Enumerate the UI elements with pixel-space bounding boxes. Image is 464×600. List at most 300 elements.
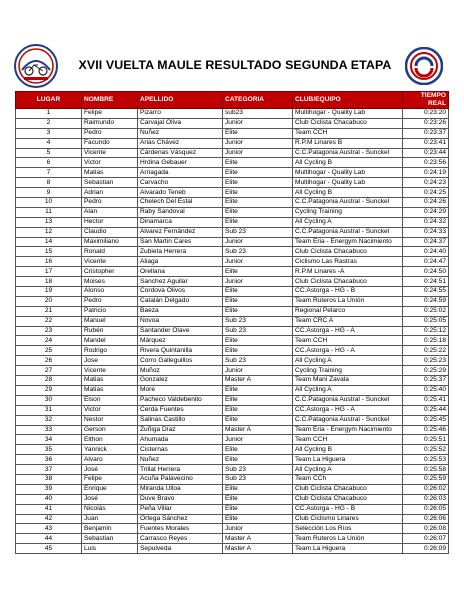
time-cell: 0:24:25 — [403, 188, 449, 198]
place-cell: 10 — [16, 198, 82, 208]
first-name-cell: Alvaro — [82, 455, 138, 465]
category-cell: Junior — [223, 366, 293, 376]
category-cell: Master A — [223, 534, 293, 544]
club-cell: CC.Astorga - HG - A — [293, 326, 403, 336]
club-cell: Team CRC A — [293, 316, 403, 326]
place-cell: 25 — [16, 346, 82, 356]
category-cell: Junior — [223, 277, 293, 287]
last-name-cell: Salinas Castillo — [138, 415, 223, 425]
place-cell: 18 — [16, 277, 82, 287]
category-cell: Elite — [223, 207, 293, 217]
category-cell: Junior — [223, 237, 293, 247]
first-name-cell: Adrian — [82, 188, 138, 198]
time-cell: 0:24:33 — [403, 227, 449, 237]
category-cell: Elite — [223, 484, 293, 494]
club-cell: CC.Astorga - HG - A — [293, 346, 403, 356]
time-cell: 0:25:59 — [403, 474, 449, 484]
category-cell: Junior — [223, 118, 293, 128]
place-cell: 31 — [16, 405, 82, 415]
last-name-cell: Nuñez — [138, 128, 223, 138]
club-cell: All Cycling A — [293, 465, 403, 475]
table-row — [16, 326, 449, 336]
first-name-cell: Sebastian — [82, 534, 138, 544]
first-name-cell: Matias — [82, 376, 138, 386]
category-cell: Elite — [223, 385, 293, 395]
time-cell: 0:24:47 — [403, 257, 449, 267]
page-header — [0, 44, 464, 90]
place-cell: 40 — [16, 494, 82, 504]
club-cell: Team Mani Zavala — [293, 376, 403, 386]
first-name-cell: Gerson — [82, 425, 138, 435]
category-cell: Elite — [223, 336, 293, 346]
last-name-cell: Hrdina Gebauer — [138, 158, 223, 168]
table-row — [16, 415, 449, 425]
last-name-cell: Sepulveda — [138, 544, 223, 554]
club-cell: C.C.Patagonia Austral - Sunckel — [293, 395, 403, 405]
category-cell: Elite — [223, 504, 293, 514]
time-cell: 0:26:07 — [403, 534, 449, 544]
time-cell: 0:24:23 — [403, 178, 449, 188]
category-cell: Elite — [223, 455, 293, 465]
club-cell: Club Ciclismo Linares — [293, 514, 403, 524]
place-cell: 43 — [16, 524, 82, 534]
time-cell: 0:25:18 — [403, 336, 449, 346]
last-name-cell: Miranda Ulloa — [138, 484, 223, 494]
table-row — [16, 287, 449, 297]
club-cell: All Cycling A — [293, 385, 403, 395]
category-cell: Junior — [223, 138, 293, 148]
category-cell: Junior — [223, 148, 293, 158]
first-name-cell: Vicente — [82, 366, 138, 376]
last-name-cell: Aliaga — [138, 257, 223, 267]
first-name-cell: Nestor — [82, 415, 138, 425]
last-name-cell: Corro Galleguillos — [138, 356, 223, 366]
category-cell: Master A — [223, 376, 293, 386]
place-cell: 27 — [16, 366, 82, 376]
last-name-cell: Rivera Quintanilla — [138, 346, 223, 356]
place-cell: 33 — [16, 425, 82, 435]
category-cell: Elite — [223, 168, 293, 178]
club-cell: Team Ruteros La Unión — [293, 534, 403, 544]
category-cell: Elite — [223, 405, 293, 415]
club-cell: CC.Astorga - HG - A — [293, 405, 403, 415]
last-name-cell: Pacheco Valdebenito — [138, 395, 223, 405]
category-cell: Junior — [223, 257, 293, 267]
last-name-cell: Zuñiga Díaz — [138, 425, 223, 435]
first-name-cell: Pedro — [82, 128, 138, 138]
time-cell: 0:26:09 — [403, 544, 449, 554]
time-cell: 0:25:41 — [403, 395, 449, 405]
first-name-cell: Juan — [82, 514, 138, 524]
last-name-cell: More — [138, 385, 223, 395]
category-cell: Junior — [223, 435, 293, 445]
place-cell: 36 — [16, 455, 82, 465]
last-name-cell: Duve Bravo — [138, 494, 223, 504]
table-row — [16, 405, 449, 415]
place-cell: 29 — [16, 385, 82, 395]
last-name-cell: San Martin Cares — [138, 237, 223, 247]
category-cell: Sub 23 — [223, 465, 293, 475]
time-cell: 0:23:20 — [403, 109, 449, 119]
table-row — [16, 484, 449, 494]
last-name-cell: Márquez — [138, 336, 223, 346]
place-cell: 2 — [16, 118, 82, 128]
last-name-cell: Fuentes Morales — [138, 524, 223, 534]
time-cell: 0:25:46 — [403, 425, 449, 435]
club-cell: Regional Pelarco — [293, 306, 403, 316]
club-cell: All Cycling A — [293, 217, 403, 227]
time-cell: 0:25:58 — [403, 465, 449, 475]
first-name-cell: Alonso — [82, 287, 138, 297]
club-cell: All Cycling B — [293, 188, 403, 198]
first-name-cell: Rodrigo — [82, 346, 138, 356]
first-name-cell: Felipe — [82, 474, 138, 484]
first-name-cell: Vicente — [82, 148, 138, 158]
place-cell: 20 — [16, 296, 82, 306]
table-row — [16, 316, 449, 326]
place-cell: 21 — [16, 306, 82, 316]
time-cell: 0:23:26 — [403, 118, 449, 128]
place-cell: 16 — [16, 257, 82, 267]
first-name-cell: Pedro — [82, 198, 138, 208]
table-row — [16, 207, 449, 217]
table-row — [16, 257, 449, 267]
last-name-cell: Gonzalez — [138, 376, 223, 386]
place-cell: 5 — [16, 148, 82, 158]
last-name-cell: Trillat Herrera — [138, 465, 223, 475]
table-row — [16, 148, 449, 158]
last-name-cell: Muñoz — [138, 366, 223, 376]
place-cell: 9 — [16, 188, 82, 198]
table-row — [16, 336, 449, 346]
last-name-cell: Peña Villar — [138, 504, 223, 514]
table-row — [16, 474, 449, 484]
first-name-cell: Hector — [82, 217, 138, 227]
first-name-cell: José — [82, 494, 138, 504]
place-cell: 41 — [16, 504, 82, 514]
club-cell: Team Eria - Energym Nacimiento — [293, 237, 403, 247]
table-row — [16, 385, 449, 395]
club-cell: R.P.M Linares -A — [293, 267, 403, 277]
category-cell: Elite — [223, 445, 293, 455]
time-cell: 0:25:02 — [403, 306, 449, 316]
place-cell: 17 — [16, 267, 82, 277]
club-cell: Club Ciclista Chacabuco — [293, 484, 403, 494]
time-cell: 0:24:26 — [403, 198, 449, 208]
last-name-cell: Catalán Delgado — [138, 296, 223, 306]
place-cell: 45 — [16, 544, 82, 554]
place-cell: 6 — [16, 158, 82, 168]
club-cell: Multihogar - Quality Lab — [293, 168, 403, 178]
place-cell: 4 — [16, 138, 82, 148]
first-name-cell: Elson — [82, 395, 138, 405]
place-cell: 37 — [16, 465, 82, 475]
first-name-cell: Luis — [82, 544, 138, 554]
table-row — [16, 296, 449, 306]
table-row — [16, 445, 449, 455]
first-name-cell: Moises — [82, 277, 138, 287]
last-name-cell: Cisternas — [138, 445, 223, 455]
table-row — [16, 376, 449, 386]
place-cell: 44 — [16, 534, 82, 544]
place-cell: 35 — [16, 445, 82, 455]
last-name-cell: Carrasco Reyes — [138, 534, 223, 544]
last-name-cell: Raby Sandoval — [138, 207, 223, 217]
last-name-cell: Novoa — [138, 316, 223, 326]
column-header-tiempo: TIEMPO REAL — [403, 92, 449, 109]
results-body — [16, 109, 449, 554]
category-cell: Master A — [223, 425, 293, 435]
last-name-cell: Cárdenas Vásquez — [138, 148, 223, 158]
first-name-cell: Enrique — [82, 484, 138, 494]
page-title: XVII VUELTA MAULE RESULTADO SEGUNDA ETAPA — [78, 58, 392, 72]
place-cell: 12 — [16, 227, 82, 237]
club-cell: R.P.M Linares B — [293, 138, 403, 148]
first-name-cell: Raimundo — [82, 118, 138, 128]
category-cell: Master A — [223, 544, 293, 554]
last-name-cell: Ahumada — [138, 435, 223, 445]
first-name-cell: Patricio — [82, 306, 138, 316]
last-name-cell: Alvarado Teneb — [138, 188, 223, 198]
club-cell: All Cycling A — [293, 356, 403, 366]
category-cell: Elite — [223, 494, 293, 504]
category-cell: Sub 23 — [223, 316, 293, 326]
first-name-cell: Felipe — [82, 109, 138, 119]
table-row — [16, 237, 449, 247]
table-row — [16, 514, 449, 524]
table-row — [16, 217, 449, 227]
time-cell: 0:25:12 — [403, 326, 449, 336]
last-name-cell: Arriagada — [138, 168, 223, 178]
club-cell: Cycling Training — [293, 207, 403, 217]
time-cell: 0:24:59 — [403, 296, 449, 306]
time-cell: 0:26:08 — [403, 524, 449, 534]
table-row — [16, 455, 449, 465]
table-row — [16, 178, 449, 188]
club-cell: All Cycling B — [293, 158, 403, 168]
table-row — [16, 346, 449, 356]
time-cell: 0:25:29 — [403, 366, 449, 376]
time-cell: 0:26:02 — [403, 484, 449, 494]
place-cell: 15 — [16, 247, 82, 257]
time-cell: 0:24:51 — [403, 277, 449, 287]
last-name-cell: Cerda Fuentes — [138, 405, 223, 415]
time-cell: 0:25:40 — [403, 385, 449, 395]
first-name-cell: Sebastian — [82, 178, 138, 188]
club-cell: Club Ciclista Chacabuco — [293, 494, 403, 504]
table-row — [16, 227, 449, 237]
time-cell: 0:24:19 — [403, 168, 449, 178]
last-name-cell: Carvacho — [138, 178, 223, 188]
table-row — [16, 504, 449, 514]
category-cell: Elite — [223, 346, 293, 356]
first-name-cell: Benjamin — [82, 524, 138, 534]
time-cell: 0:25:53 — [403, 455, 449, 465]
club-cell: Team CCH — [293, 435, 403, 445]
time-cell: 0:24:40 — [403, 247, 449, 257]
first-name-cell: Mandel — [82, 336, 138, 346]
table-row — [16, 435, 449, 445]
club-cell: Club Ciclista Chacabuco — [293, 118, 403, 128]
club-cell: C.C.Patagonia Austral - Sunckel — [293, 198, 403, 208]
table-row — [16, 168, 449, 178]
table-row — [16, 306, 449, 316]
table-row — [16, 366, 449, 376]
table-row — [16, 138, 449, 148]
first-name-cell: Manuel — [82, 316, 138, 326]
first-name-cell: Jose — [82, 356, 138, 366]
place-cell: 24 — [16, 336, 82, 346]
table-row — [16, 544, 449, 554]
category-cell: Sub 23 — [223, 326, 293, 336]
first-name-cell: Yannick — [82, 445, 138, 455]
table-row — [16, 395, 449, 405]
last-name-cell: Carvajal Oliva — [138, 118, 223, 128]
club-cell: Team Eria - Energym Nacimiento — [293, 425, 403, 435]
category-cell: Elite — [223, 198, 293, 208]
place-cell: 7 — [16, 168, 82, 178]
club-cell: Team CCH — [293, 128, 403, 138]
time-cell: 0:25:44 — [403, 405, 449, 415]
last-name-cell: Arias Chávez — [138, 138, 223, 148]
column-header-lugar: LUGAR — [16, 92, 82, 109]
table-row — [16, 158, 449, 168]
table-row — [16, 465, 449, 475]
club-cell: All Cycling B — [293, 445, 403, 455]
place-cell: 19 — [16, 287, 82, 297]
first-name-cell: Victor — [82, 405, 138, 415]
club-cell: C.C.Patagonia Austral - Sunckel — [293, 415, 403, 425]
category-cell: Elite — [223, 296, 293, 306]
first-name-cell: Maximiliano — [82, 237, 138, 247]
first-name-cell: Nicolás — [82, 504, 138, 514]
time-cell: 0:24:32 — [403, 217, 449, 227]
club-cell: Selección Los Ríos — [293, 524, 403, 534]
first-name-cell: Rubén — [82, 326, 138, 336]
place-cell: 23 — [16, 326, 82, 336]
category-cell: Elite — [223, 267, 293, 277]
last-name-cell: Santander Olave — [138, 326, 223, 336]
column-header-categoria: CATEGORIA — [223, 92, 293, 109]
time-cell: 0:25:37 — [403, 376, 449, 386]
last-name-cell: Baeza — [138, 306, 223, 316]
last-name-cell: Nuñez — [138, 455, 223, 465]
time-cell: 0:23:37 — [403, 128, 449, 138]
table-row — [16, 118, 449, 128]
table-row — [16, 534, 449, 544]
category-cell: Elite — [223, 287, 293, 297]
first-name-cell: Claudio — [82, 227, 138, 237]
place-cell: 42 — [16, 514, 82, 524]
time-cell: 0:26:05 — [403, 504, 449, 514]
first-name-cell: Matias — [82, 385, 138, 395]
place-cell: 30 — [16, 395, 82, 405]
first-name-cell: Vicente — [82, 257, 138, 267]
last-name-cell: Dinamarca — [138, 217, 223, 227]
place-cell: 39 — [16, 484, 82, 494]
first-name-cell: Cristopher — [82, 267, 138, 277]
first-name-cell: Victor — [82, 158, 138, 168]
club-cell: CC.Astorga - HG - B — [293, 504, 403, 514]
club-cell: Ciclismo Las Rastras — [293, 257, 403, 267]
table-row — [16, 277, 449, 287]
club-cell: Team Ruteros La Unión — [293, 296, 403, 306]
last-name-cell: Alvarez Fernández — [138, 227, 223, 237]
club-cell: Team La Higuera — [293, 455, 403, 465]
category-cell: Elite — [223, 514, 293, 524]
club-cell: Club Ciclista Chacabuco — [293, 277, 403, 287]
first-name-cell: Matias — [82, 168, 138, 178]
last-name-cell: Sanchez Aguilar — [138, 277, 223, 287]
club-cell: Team La Higuera — [293, 544, 403, 554]
table-row — [16, 494, 449, 504]
results-table — [15, 91, 449, 554]
place-cell: 3 — [16, 128, 82, 138]
time-cell: 0:26:06 — [403, 514, 449, 524]
club-cell: Multihogar - Quality Lab — [293, 178, 403, 188]
column-header-nombre: NOMBRE — [82, 92, 138, 109]
category-cell: Junior — [223, 524, 293, 534]
club-cell: Multihogar - Quality Lab — [293, 109, 403, 119]
table-row — [16, 128, 449, 138]
table-row — [16, 109, 449, 119]
table-row — [16, 188, 449, 198]
last-name-cell: Cordova Olivos — [138, 287, 223, 297]
table-header-row — [16, 92, 449, 109]
time-cell: 0:25:23 — [403, 356, 449, 366]
time-cell: 0:24:50 — [403, 267, 449, 277]
category-cell: Elite — [223, 158, 293, 168]
club-cell: Club Ciclista Chacabuco — [293, 247, 403, 257]
first-name-cell: Facundo — [82, 138, 138, 148]
time-cell: 0:26:03 — [403, 494, 449, 504]
club-cell: Cycling Training — [293, 366, 403, 376]
first-name-cell: José — [82, 465, 138, 475]
place-cell: 14 — [16, 237, 82, 247]
place-cell: 8 — [16, 178, 82, 188]
time-cell: 0:25:51 — [403, 435, 449, 445]
category-cell: sub23 — [223, 109, 293, 119]
time-cell: 0:25:05 — [403, 316, 449, 326]
club-cell: Team CCH — [293, 336, 403, 346]
time-cell: 0:23:56 — [403, 158, 449, 168]
column-header-club: CLUB/EQUIPO — [293, 92, 403, 109]
last-name-cell: Ortega Sánchez — [138, 514, 223, 524]
time-cell: 0:23:44 — [403, 148, 449, 158]
place-cell: 38 — [16, 474, 82, 484]
place-cell: 1 — [16, 109, 82, 119]
place-cell: 34 — [16, 435, 82, 445]
category-cell: Sub 23 — [223, 227, 293, 237]
category-cell: Sub 23 — [223, 474, 293, 484]
category-cell: Elite — [223, 178, 293, 188]
time-cell: 0:24:37 — [403, 237, 449, 247]
category-cell: Sub 23 — [223, 247, 293, 257]
table-row — [16, 356, 449, 366]
time-cell: 0:25:52 — [403, 445, 449, 455]
cycling-event-logo-icon — [14, 44, 58, 88]
table-row — [16, 425, 449, 435]
table-row — [16, 267, 449, 277]
first-name-cell: Alan — [82, 207, 138, 217]
club-cell: CC.Astorga - HG - B — [293, 287, 403, 297]
column-header-apellido: APELLIDO — [138, 92, 223, 109]
category-cell: Elite — [223, 395, 293, 405]
last-name-cell: Orellana — [138, 267, 223, 277]
first-name-cell: Elthon — [82, 435, 138, 445]
first-name-cell: Pedro — [82, 296, 138, 306]
place-cell: 22 — [16, 316, 82, 326]
